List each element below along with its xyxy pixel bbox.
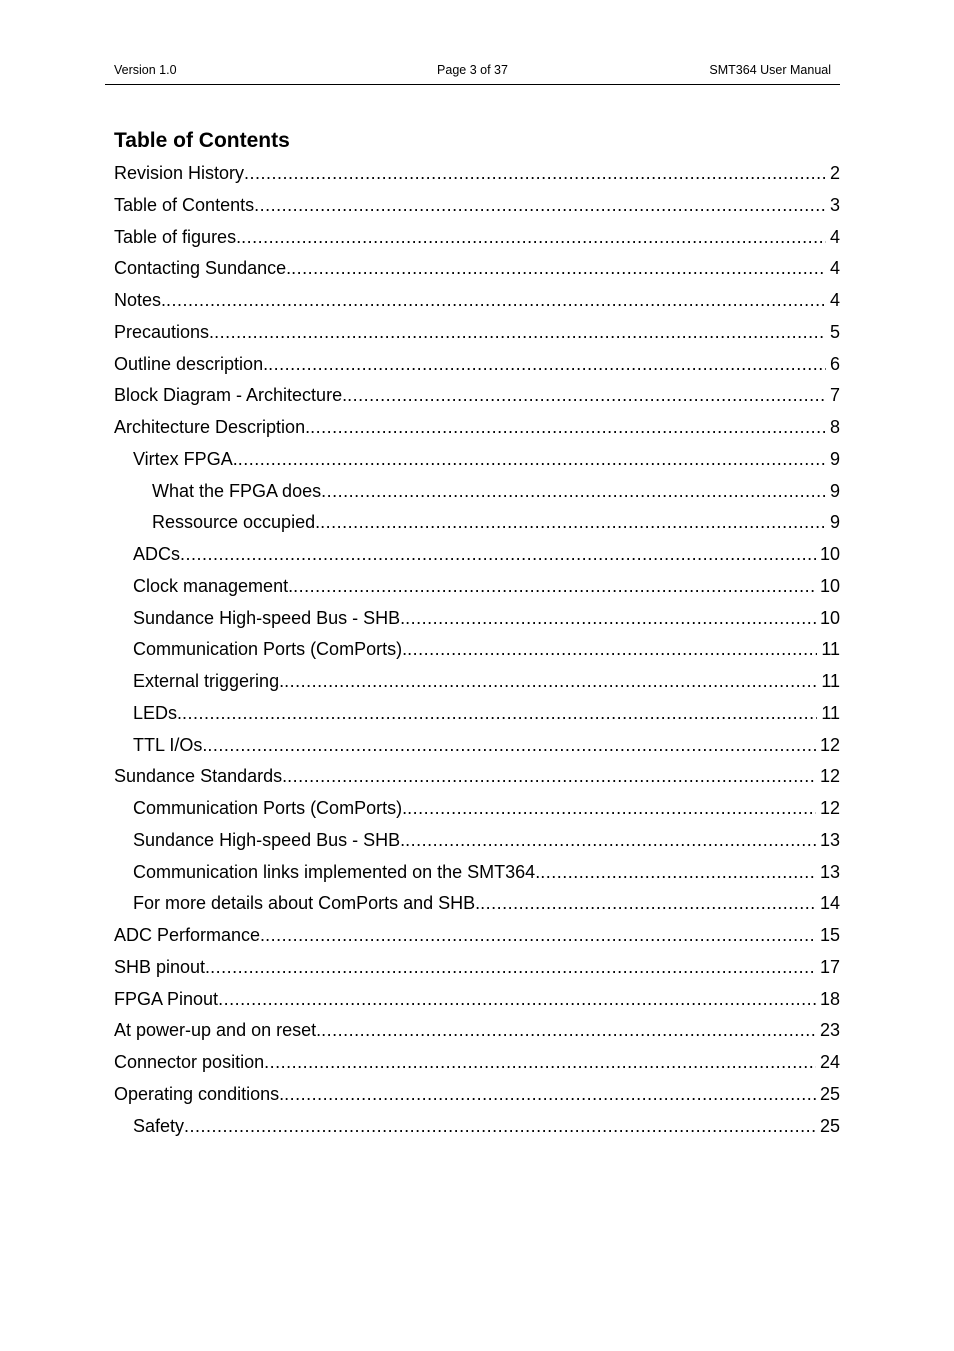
- toc-leader: [321, 476, 826, 508]
- toc-entry-label: TTL I/Os.: [133, 734, 208, 755]
- toc-entry-page: 4: [829, 258, 840, 279]
- toc-entry[interactable]: [114, 793, 840, 825]
- toc-entry-label: For more details about ComPorts and SHB.: [133, 893, 481, 914]
- toc-entry[interactable]: [114, 412, 840, 444]
- toc-entry-label: Clock management.: [133, 575, 294, 596]
- toc-entry[interactable]: [114, 730, 840, 762]
- toc-leader: [182, 698, 817, 730]
- toc-entry-page: 12: [819, 734, 840, 755]
- toc-entry[interactable]: [114, 666, 840, 698]
- toc-entry[interactable]: [114, 380, 840, 412]
- toc-leader: [265, 920, 816, 952]
- toc-entry[interactable]: [114, 253, 840, 285]
- toc-leader: [347, 380, 826, 412]
- toc-entry-label: Contacting Sundance.: [114, 258, 292, 279]
- toc-entry-label: Communication Ports (ComPorts).: [133, 639, 408, 660]
- toc-leader: [238, 444, 826, 476]
- toc-entry-page: 13: [819, 829, 840, 850]
- toc-entry-page: 4: [829, 226, 840, 247]
- toc-entry-label: Safety: [133, 1115, 185, 1136]
- toc-entry-label: Communication links implemented on the SMT364.: [133, 861, 541, 882]
- toc-entry-page: 15: [819, 925, 840, 945]
- toc-entry-page: 10: [819, 575, 840, 596]
- toc-entry[interactable]: [114, 158, 840, 190]
- toc-entry-label: Precautions.: [114, 321, 215, 342]
- toc-entry[interactable]: [114, 539, 840, 571]
- toc-leader: [320, 507, 826, 539]
- toc-entry-label: Communication Ports (ComPorts).: [133, 798, 408, 818]
- toc-entry[interactable]: [114, 190, 840, 222]
- toc-entry-label: Operating conditions.: [114, 1083, 285, 1104]
- toc-entry-page: 8: [829, 417, 840, 437]
- toc-entry-page: 9: [829, 480, 840, 501]
- toc-entry-page: 12: [819, 798, 840, 818]
- toc-entry-page: 12: [819, 766, 840, 787]
- toc-leader: [218, 984, 816, 1016]
- header-manual-title: SMT364 User Manual: [709, 63, 831, 77]
- toc-leader: [264, 1047, 816, 1079]
- toc-entry-label: Sundance High-speed Bus - SHB.: [133, 829, 406, 850]
- toc-entry-label: Block Diagram - Architecture.: [114, 385, 348, 406]
- toc-entry-label: Notes.: [114, 290, 167, 310]
- toc-leader: [241, 222, 826, 254]
- toc-entry-page: 14: [819, 893, 840, 914]
- toc-entry-page: 11: [821, 639, 840, 660]
- toc-entry[interactable]: [114, 698, 840, 730]
- toc-entry[interactable]: [114, 920, 840, 952]
- toc-entry[interactable]: [114, 634, 840, 666]
- toc-entry-page: 2: [829, 163, 840, 183]
- toc-entry-label: Sundance Standards.: [114, 766, 288, 787]
- toc-leader: [166, 285, 826, 317]
- toc-entry-page: 24: [819, 1052, 840, 1072]
- toc-entry-page: 5: [829, 321, 840, 342]
- toc-entry-page: 7: [829, 385, 840, 406]
- toc-leader: [207, 730, 816, 762]
- toc-leader: [293, 571, 816, 603]
- toc-entry-page: 25: [819, 1083, 840, 1104]
- toc-entry[interactable]: [114, 1047, 840, 1079]
- toc-entry-label: FPGA Pinout: [114, 988, 219, 1009]
- toc-entry-page: 10: [819, 544, 840, 564]
- toc-entry-page: 11: [821, 702, 840, 723]
- toc-entry-label: Virtex FPGA.: [133, 448, 238, 469]
- toc-leader: [407, 634, 817, 666]
- toc-entry[interactable]: [114, 507, 840, 539]
- toc-leader: [310, 412, 826, 444]
- toc-entry-page: 10: [819, 607, 840, 628]
- toc-entry-page: 13: [819, 861, 840, 882]
- toc-leader: [284, 1079, 816, 1111]
- toc-entry[interactable]: [114, 825, 840, 857]
- toc-entry-page: 25: [819, 1115, 840, 1136]
- toc-leader: [214, 317, 826, 349]
- toc-entry[interactable]: [114, 1015, 840, 1047]
- toc-entry[interactable]: [114, 222, 840, 254]
- toc-leader: [480, 888, 816, 920]
- toc-leader: [405, 825, 816, 857]
- header-page-number: Page 3 of 37: [437, 63, 508, 77]
- toc-entry[interactable]: [114, 349, 840, 381]
- toc-leader: [287, 761, 816, 793]
- toc-entry-page: 18: [819, 988, 840, 1009]
- toc-entry[interactable]: [114, 571, 840, 603]
- toc-entry[interactable]: [114, 857, 840, 889]
- toc-leader: [244, 158, 826, 190]
- toc-leader: [321, 1015, 816, 1047]
- toc-entry-page: 17: [819, 956, 840, 977]
- toc-entry-page: 6: [829, 353, 840, 374]
- toc-leader: [184, 1111, 816, 1143]
- toc-entry-page: 3: [829, 194, 840, 215]
- toc-entry-label: Outline description.: [114, 353, 269, 374]
- toc-entry-page: 11: [821, 671, 840, 691]
- toc-entry-page: 9: [829, 448, 840, 469]
- toc-entry-label: Ressource occupied.: [152, 512, 321, 533]
- toc-entry[interactable]: [114, 603, 840, 635]
- toc-entry[interactable]: [114, 984, 840, 1016]
- toc-entry-label: Table of figures.: [114, 226, 242, 247]
- toc-leader: [254, 190, 826, 222]
- toc-list: [114, 158, 840, 1142]
- toc-entry-label: Revision History: [114, 163, 245, 183]
- toc-entry-label: LEDs.: [133, 702, 183, 723]
- toc-entry-label: Architecture Description.: [114, 417, 311, 437]
- toc-entry[interactable]: [114, 888, 840, 920]
- toc-entry-label: Table of Contents: [114, 194, 255, 215]
- toc-entry[interactable]: [114, 761, 840, 793]
- page-header: [105, 62, 840, 85]
- toc-entry-label: Connector position: [114, 1052, 265, 1072]
- toc-entry-page: 9: [829, 512, 840, 533]
- toc-leader: [210, 952, 816, 984]
- toc-entry-page: 4: [829, 290, 840, 310]
- toc-entry[interactable]: [114, 285, 840, 317]
- toc-title: Table of Contents: [114, 129, 290, 152]
- toc-entry[interactable]: [114, 317, 840, 349]
- toc-entry[interactable]: [114, 444, 840, 476]
- toc-entry-page: 23: [819, 1020, 840, 1041]
- toc-entry-label: SHB pinout.: [114, 956, 211, 977]
- toc-entry[interactable]: [114, 1111, 840, 1143]
- toc-entry-label: Sundance High-speed Bus - SHB.: [133, 607, 406, 628]
- toc-entry-label: ADCs: [133, 544, 181, 564]
- toc-leader: [405, 603, 816, 635]
- toc-leader: [407, 793, 816, 825]
- header-version: Version 1.0: [114, 63, 177, 77]
- toc-entry[interactable]: [114, 476, 840, 508]
- toc-entry-label: External triggering.: [133, 671, 285, 691]
- toc-entry[interactable]: [114, 1079, 840, 1111]
- toc-leader: [540, 857, 816, 889]
- toc-entry-label: At power-up and on reset.: [114, 1020, 322, 1041]
- toc-leader: [291, 253, 826, 285]
- toc-entry-label: ADC Performance.: [114, 925, 266, 945]
- toc-entry[interactable]: [114, 952, 840, 984]
- toc-leader: [180, 539, 816, 571]
- toc-entry-label: What the FPGA does: [152, 480, 322, 501]
- toc-leader: [284, 666, 817, 698]
- toc-leader: [268, 349, 826, 381]
